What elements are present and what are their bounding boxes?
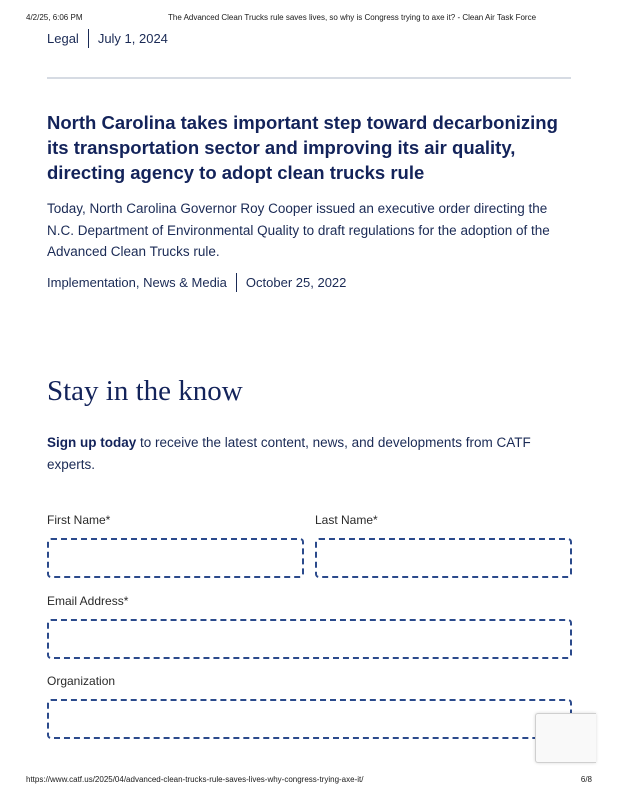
section-divider xyxy=(47,77,571,79)
email-input[interactable] xyxy=(47,619,572,659)
meta-divider xyxy=(88,29,89,48)
newsletter-heading: Stay in the know xyxy=(47,375,243,407)
print-header xyxy=(26,13,592,25)
print-header-title: The Advanced Clean Trucks rule saves lives, so why is Congress trying to axe it? - Clean Air Task Force xyxy=(168,13,537,22)
signup-link[interactable]: Sign up today xyxy=(47,435,137,450)
article-meta xyxy=(47,273,346,292)
first-name-label: First Name* xyxy=(47,513,111,527)
newsletter-intro xyxy=(47,432,582,476)
article-excerpt: Today, North Carolina Governor Roy Cooper issued an executive order directing the N.C. Department of Environmental Quality to draft regulations for the adoption of the Advanced Clean Trucks rule. xyxy=(47,201,550,259)
print-header-date: 4/2/25, 6:06 PM xyxy=(26,13,83,22)
article-date: October 25, 2022 xyxy=(245,275,347,290)
first-name-input[interactable] xyxy=(47,538,304,578)
last-name-input[interactable] xyxy=(315,538,572,578)
prev-article-category-link[interactable]: Legal xyxy=(47,31,79,46)
organization-input[interactable] xyxy=(47,699,572,739)
print-footer-url: https://www.catf.us/2025/04/advanced-clean-trucks-rule-saves-lives-why-congress-trying-axe-it/ xyxy=(26,775,364,784)
article-categories-link[interactable]: Implementation, News & Media xyxy=(47,275,227,290)
organization-label: Organization xyxy=(47,674,116,688)
meta-divider xyxy=(236,273,237,292)
email-label: Email Address* xyxy=(47,594,129,608)
print-footer-page-number: 6/8 xyxy=(580,775,592,784)
prev-article-date: July 1, 2024 xyxy=(97,31,168,46)
recaptcha-badge[interactable] xyxy=(535,713,596,763)
newsletter-intro-text: to receive the latest content, news, and developments from CATF experts. xyxy=(47,435,531,472)
last-name-label: Last Name* xyxy=(315,513,378,527)
prev-article-meta xyxy=(47,29,168,48)
article-title-link[interactable]: North Carolina takes important step toward decarbonizing its transportation sector and improving its air quality, directing agency to adopt clean trucks rule xyxy=(47,112,558,183)
